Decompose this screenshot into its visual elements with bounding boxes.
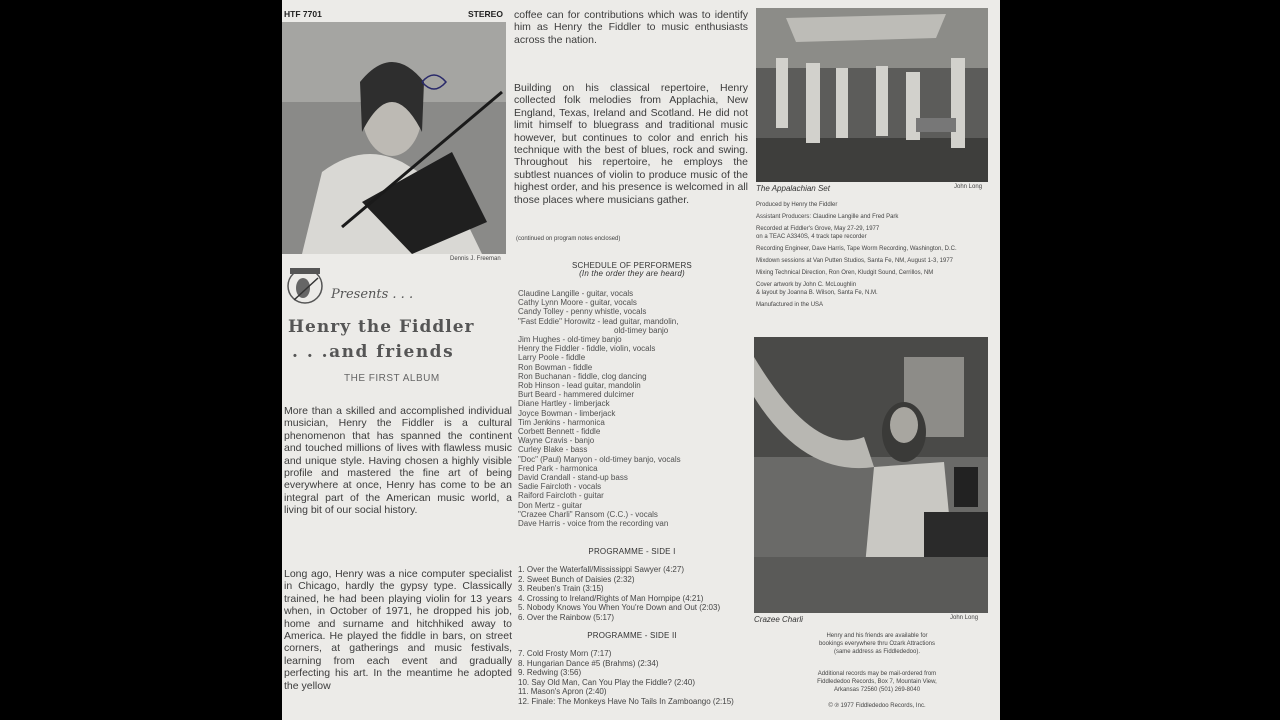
credit-line: & layout by Joanna B. Wilson, Santa Fe, N.M. bbox=[756, 290, 878, 296]
list-item: Don Mertz - guitar bbox=[518, 500, 583, 510]
schedule-subtitle: (In the order they are heard) bbox=[579, 269, 685, 278]
schedule-title: SCHEDULE OF PERFORMERS bbox=[572, 261, 692, 270]
photo-credit-henry: Dennis J. Freeman bbox=[450, 256, 501, 262]
credit-line: Produced by Henry the Fiddler bbox=[756, 202, 838, 208]
bookings-note bbox=[782, 632, 972, 656]
list-item: 3. Reuben's Train (3:15) bbox=[518, 584, 604, 594]
album-subtitle: . . .and friends bbox=[292, 342, 455, 362]
continued-note: (continued on program notes enclosed) bbox=[516, 236, 621, 242]
list-item: Ron Bowman - fiddle bbox=[518, 362, 593, 372]
list-item: 4. Crossing to Ireland/Rights of Man Hornpipe (4:21) bbox=[518, 593, 704, 603]
copyright-notice bbox=[782, 702, 972, 710]
history-paragraph: Long ago, Henry was a nice computer specialist in Chicago, hardly the gypsy type. Classically trained, he had been playing violin for 13 years when, in October of 1971, he dropped his job, home and surname and hitchhiked away to America. He played the fiddle in bars, on street corners, at gatherings and music festivals, learning from each event and gradually perfecting his art. In the meantime he adopted the yellow bbox=[284, 568, 512, 692]
side-one-tracklist bbox=[518, 565, 752, 623]
credit-line: © ℗ 1977 Fiddlededoo Records, Inc. bbox=[828, 703, 926, 709]
list-item: 10. Say Old Man, Can You Play the Fiddle? (2:40) bbox=[518, 677, 695, 687]
credit-line: Cover artwork by John C. McLoughlin bbox=[756, 282, 857, 288]
credit-line: Henry and his friends are available for bbox=[826, 633, 928, 639]
credit-line: Recording Engineer, Dave Harris, Tape Worm Recording, Washington, D.C. bbox=[756, 246, 957, 252]
credit-line: on a TEAC A3340S, 4 track tape recorder bbox=[756, 234, 867, 240]
side-two-tracklist bbox=[518, 649, 752, 707]
intro-paragraph: More than a skilled and accomplished individual musician, Henry the Fiddler is a cultural phenomenon that has spanned the continent and touched millions of lives with flawless music and unique style. Having chosen a highly visible profile and mastered the fine art of being everywhere at once, Henry has come to be an integral part of the American music world, a living bit of our social history. bbox=[284, 405, 512, 517]
credit-line: Fiddlededoo Records, Box 7, Mountain View, bbox=[817, 679, 937, 685]
henry-fiddler-photo bbox=[282, 22, 506, 254]
list-item: 2. Sweet Bunch of Daisies (2:32) bbox=[518, 574, 635, 584]
history-paragraph-cont: coffee can for contributions which was to identify him as Henry the Fiddler to music enthusiasts across the nation. bbox=[514, 9, 748, 46]
list-item: old-timey banjo bbox=[614, 325, 669, 335]
list-item: Fred Park - harmonica bbox=[518, 463, 598, 473]
list-item: "Doc" (Paul) Manyon - old-timey banjo, vocals bbox=[518, 454, 681, 464]
production-credits bbox=[756, 201, 992, 309]
crazee-charli-photo bbox=[754, 337, 988, 613]
list-item: Dave Harris - voice from the recording van bbox=[518, 519, 669, 529]
credit-line: bookings everywhere thru Ozark Attractions bbox=[818, 641, 936, 647]
list-item: 6. Over the Rainbow (5:17) bbox=[518, 612, 615, 622]
photo-credit-crazee-charli: John Long bbox=[950, 615, 979, 621]
list-item: Ron Buchanan - fiddle, clog dancing bbox=[518, 371, 647, 381]
list-item: Claudine Langille - guitar, vocals bbox=[518, 289, 634, 298]
list-item: 8. Hungarian Dance #5 (Brahms) (2:34) bbox=[518, 658, 659, 668]
list-item: Joyce Bowman - limberjack bbox=[518, 408, 616, 418]
list-item: Larry Poole - fiddle bbox=[518, 353, 586, 363]
list-item: Candy Tolley - penny whistle, vocals bbox=[518, 307, 647, 317]
list-item: 12. Finale: The Monkeys Have No Tails In Zamboango (2:15) bbox=[518, 696, 734, 706]
list-item: 9. Redwing (3:56) bbox=[518, 668, 582, 678]
list-item: 5. Nobody Knows You When You're Down and Out (2:03) bbox=[518, 603, 721, 613]
catalog-number: HTF 7701 bbox=[284, 9, 322, 19]
credit-line: (same address as Fiddlededoo). bbox=[833, 649, 921, 655]
list-item: Corbett Bennett - fiddle bbox=[518, 427, 601, 437]
photo-credit-appalachian: John Long bbox=[954, 184, 983, 190]
list-item: Raiford Faircloth - guitar bbox=[518, 491, 604, 501]
album-edition: THE FIRST ALBUM bbox=[344, 373, 440, 384]
performer-list bbox=[518, 289, 750, 528]
side-two-title: PROGRAMME - SIDE II bbox=[587, 631, 677, 640]
credit-line: Arkansas 72560 (501) 269-8040 bbox=[833, 687, 921, 693]
list-item: "Fast Eddie" Horowitz - lead guitar, mandolin, bbox=[518, 316, 679, 326]
list-item: Rob Hinson - lead guitar, mandolin bbox=[518, 381, 641, 391]
photo-caption-appalachian: The Appalachian Set bbox=[756, 184, 830, 193]
list-item: "Crazee Charli" Ransom (C.C.) - vocals bbox=[518, 509, 658, 519]
credit-line: Recorded at Fiddler's Grove, May 27-29, 1977 bbox=[756, 226, 880, 232]
fiddlededoo-logo bbox=[286, 266, 324, 306]
repertoire-paragraph: Building on his classical repertoire, Henry collected folk melodies from Applachia, New England, Texas, Ireland and Scotland. He did not limit himself to bluegrass and traditional music however, but continues to color and enrich his technique with the best of blues, rock and swing. Throughout his repertoire, he employs the subtlest nuances of violin to produce music of the highest order, and his presence is welcomed in all those places where musicians gather. bbox=[514, 82, 748, 206]
presents-text: Presents . . . bbox=[331, 287, 414, 302]
credit-line: Mixing Technical Direction, Ron Oren, Kludgit Sound, Cerrillos, NM bbox=[756, 270, 934, 276]
photo-caption-crazee-charli: Crazee Charli bbox=[754, 615, 803, 624]
list-item: 7. Cold Frosty Morn (7:17) bbox=[518, 649, 612, 658]
list-item: Henry the Fiddler - fiddle, violin, vocals bbox=[518, 344, 656, 354]
album-back-cover bbox=[282, 0, 1000, 720]
stereo-label: STEREO bbox=[468, 9, 503, 19]
list-item: 11. Mason's Apron (2:40) bbox=[518, 687, 607, 697]
list-item: Sadie Faircloth - vocals bbox=[518, 482, 602, 492]
side-one-title: PROGRAMME - SIDE I bbox=[588, 547, 676, 556]
list-item: Wayne Cravis - banjo bbox=[518, 436, 595, 446]
album-title: Henry the Fiddler bbox=[288, 317, 475, 337]
mail-order-note bbox=[782, 670, 972, 694]
list-item: Curley Blake - bass bbox=[518, 445, 588, 455]
list-item: Tim Jenkins - harmonica bbox=[518, 417, 605, 427]
credit-line: Mixdown sessions at Van Putten Studios, Santa Fe, NM, August 1-3, 1977 bbox=[756, 258, 953, 264]
credit-line: Manufactured in the USA bbox=[756, 302, 824, 308]
list-item: David Crandall - stand-up bass bbox=[518, 473, 628, 483]
credit-line: Additional records may be mail-ordered from bbox=[817, 671, 937, 677]
credit-line: Assistant Producers: Claudine Langille and Fred Park bbox=[756, 214, 899, 220]
list-item: Burt Beard - hammered dulcimer bbox=[518, 390, 635, 400]
list-item: Cathy Lynn Moore - guitar, vocals bbox=[518, 298, 637, 308]
appalachian-set-photo bbox=[756, 8, 988, 182]
list-item: Diane Hartley - limberjack bbox=[518, 399, 610, 409]
list-item: 1. Over the Waterfall/Mississippi Sawyer (4:27) bbox=[518, 565, 684, 574]
list-item: Jim Hughes - old-timey banjo bbox=[518, 335, 622, 345]
